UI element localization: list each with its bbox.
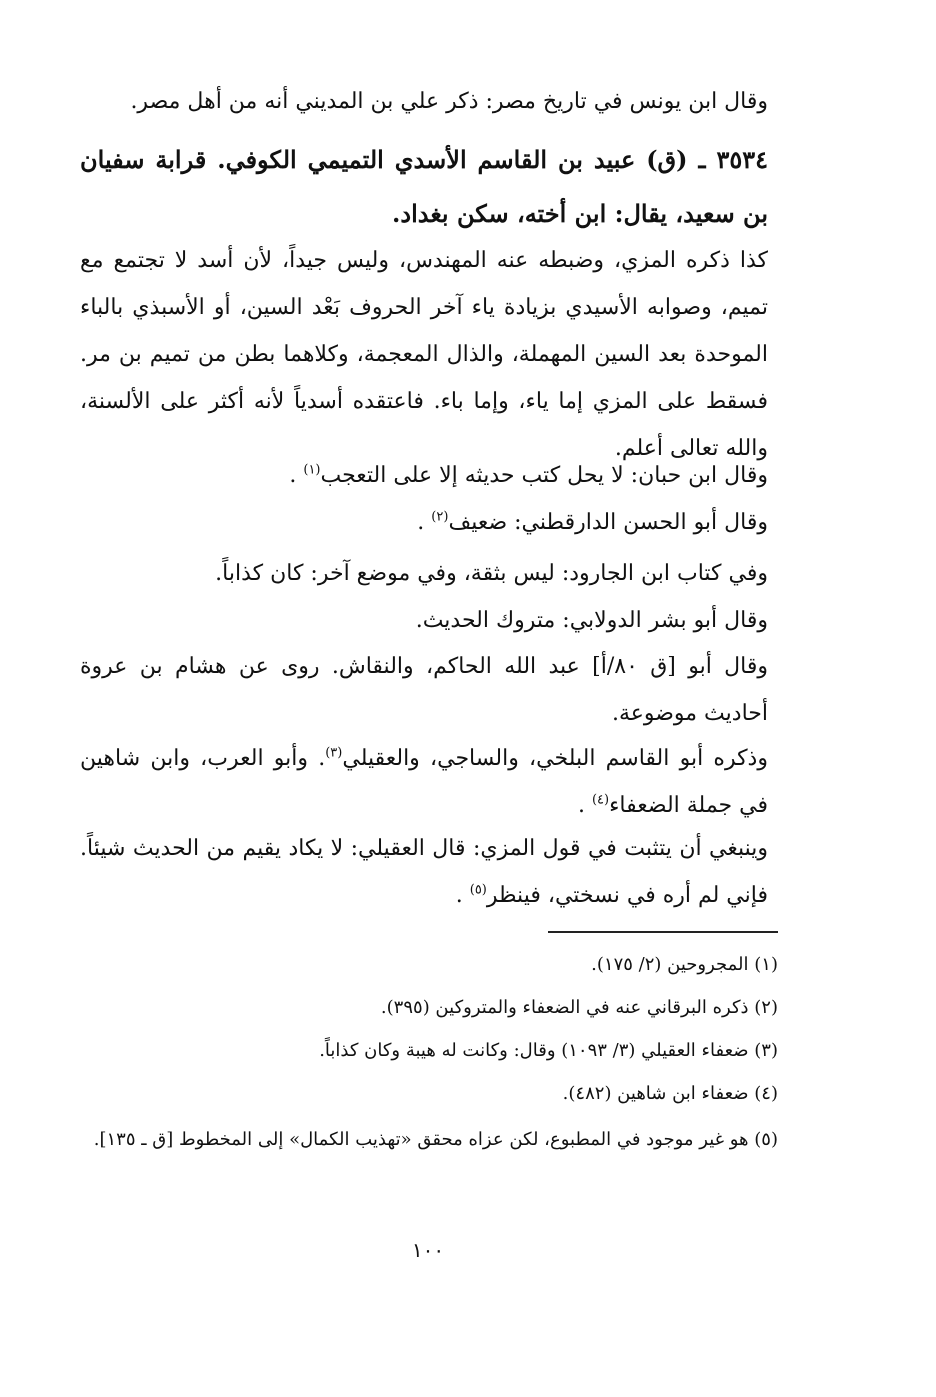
page-number: ١٠٠ xyxy=(411,1238,445,1262)
paragraph-uqayli: وينبغي أن يتثبت في قول المزي: قال العقيلي: لا يكاد يقيم من الحديث شيئاً. فإني لم أره في نسختي، فينظر$^{(٥)}$ . xyxy=(80,836,768,908)
footnote-1: (١) المجروحين (٢/ ١٧٥). xyxy=(591,954,778,975)
footnote-2: (٢) ذكره البرقاني عنه في الضعفاء والمتروكين (٣٩٥). xyxy=(380,997,778,1018)
footnote-5: (٥) هو غير موجود في المطبوع، لكن عزاه محقق «تهذيب الكمال» إلى المخطوط [ق ـ ١٣٥]. xyxy=(93,1129,778,1150)
footnote-ref-5[interactable]: (٥) xyxy=(469,882,487,898)
footnote-divider xyxy=(548,931,778,933)
paragraph-ibn-hibban: وقال ابن حبان: لا يحل كتب حديثه إلا على التعجب$^{(١)}$ . xyxy=(289,462,768,488)
footnote-3: (٣) ضعفاء العقيلي (٣/ ١٠٩٣) وقال: وكانت له هيبة وكان كذاباً. xyxy=(319,1040,778,1061)
paragraph-dulabi: وقال أبو بشر الدولابي: متروك الحديث. xyxy=(415,608,768,633)
entry-heading: ٣٥٣٤ ـ (ق) عبيد بن القاسم الأسدي التميمي الكوفي. قرابة سفيان بن سعيد، يقال: ابن أخته، سكن بغداد. xyxy=(80,145,768,228)
footnote-ref-2[interactable]: (٢) xyxy=(431,509,449,525)
paragraph-hakim: وقال أبو [ق ٨٠/أ] عبد الله الحاكم، والنقاش. روى عن هشام بن عروة أحاديث موضوعة. xyxy=(80,654,768,726)
footnote-ref-1[interactable]: (١) xyxy=(303,462,321,478)
footnote-4: (٤) ضعفاء ابن شاهين (٤٨٢). xyxy=(562,1083,778,1104)
footnote-ref-4[interactable]: (٤) xyxy=(591,792,610,808)
paragraph-balkhi: وذكره أبو القاسم البلخي، والساجي، والعقيلي$^{(٣)}$. وأبو العرب، وابن شاهين في جملة الضعفاء$^{(٤)}$ . xyxy=(80,745,768,818)
paragraph-daraqutni: وقال أبو الحسن الدارقطني: ضعيف$^{(٢)}$ . xyxy=(417,509,768,535)
paragraph-ibn-jarud: وفي كتاب ابن الجارود: ليس بثقة، وفي موضع آخر: كان كذاباً. xyxy=(215,561,768,586)
paragraph-commentary: كذا ذكره المزي، وضبطه عنه المهندس، وليس جيداً، لأن أسد لا تجتمع مع تميم، وصوابه الأسيدي بزيادة ياء آخر الحروف بَعْد السين، أو الأسبذي بالباء الموحدة بعد السين المهملة، والذال المعجمة، وكلاهما بطن من تميم بن مر. فسقط على المزي إما ياء، وإما باء. فاعتقده أسدياً لأنه أكثر على الألسنة، والله تعالى أعلم. xyxy=(80,248,768,461)
paragraph-ibn-yunus: وقال ابن يونس في تاريخ مصر: ذكر علي بن المديني أنه من أهل مصر. xyxy=(130,89,768,114)
footnote-ref-3[interactable]: (٣) xyxy=(325,745,343,761)
